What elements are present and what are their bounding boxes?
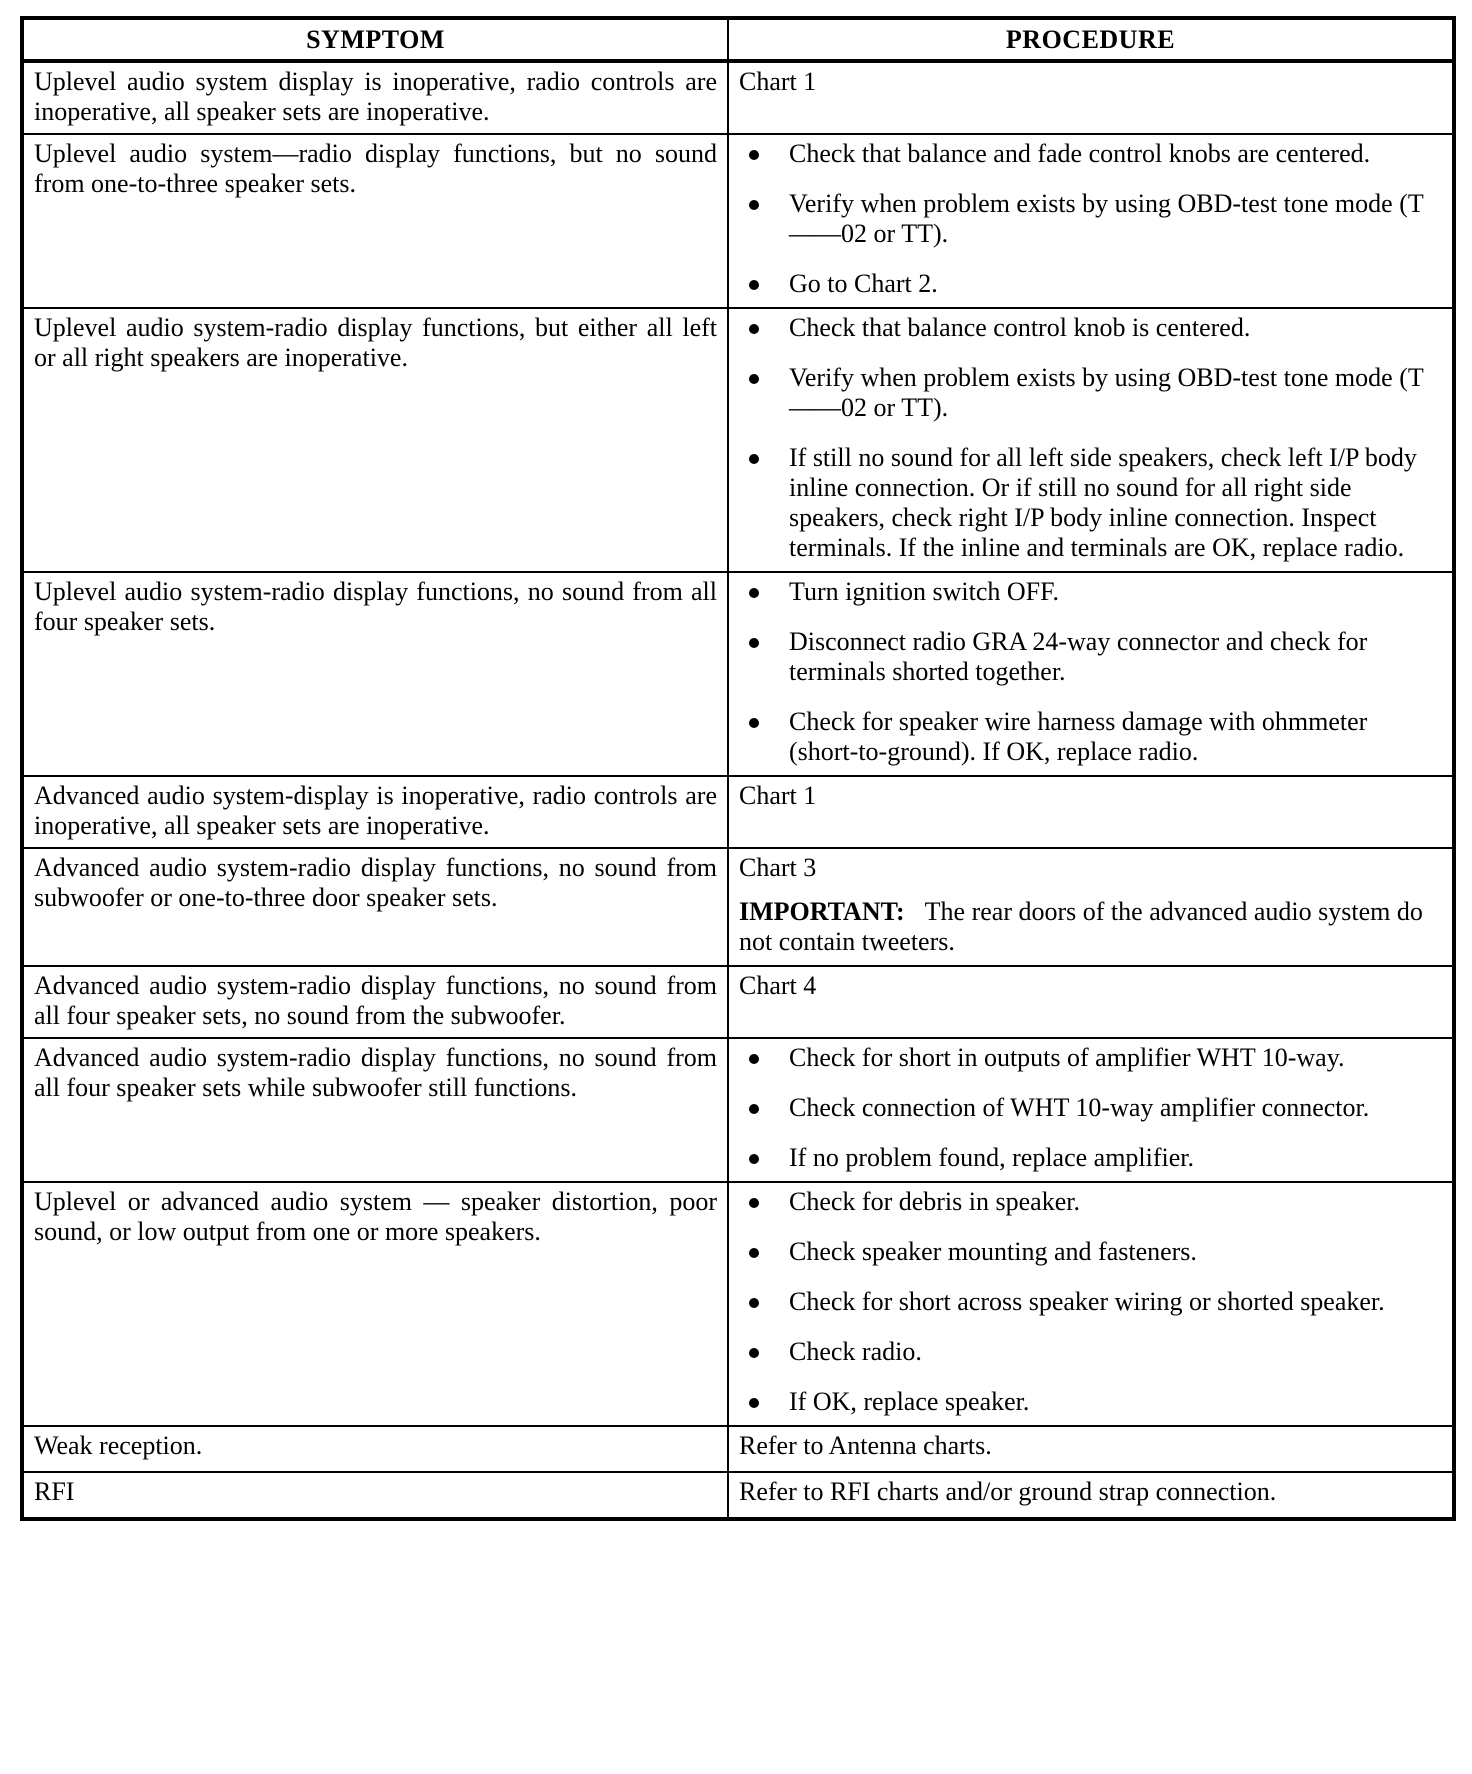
bullet-icon [749,150,759,160]
procedure-step-text: Disconnect radio GRA 24-way connector and check for terminals shorted together. [789,627,1368,686]
procedure-step-text: Verify when problem exists by using OBD-test tone mode (T——02 or TT). [789,363,1424,422]
table-row [22,966,1454,1038]
header-row [22,18,1454,61]
procedure-step [739,1143,1442,1173]
bullet-icon [749,324,759,334]
table-row [22,572,1454,776]
procedure-cell [728,572,1454,776]
procedure-step-text: Check radio. [789,1337,922,1366]
procedure-step [739,1387,1442,1417]
procedure-step-text: Check that balance control knob is centered. [789,313,1251,342]
procedure-step [739,707,1442,767]
procedure-step [739,1237,1442,1267]
bullet-icon [749,1104,759,1114]
bullet-icon [749,200,759,210]
important-text: The rear doors of the advanced audio system do not contain tweeters. [739,897,1423,956]
bullet-icon [749,638,759,648]
procedure-cell [728,61,1454,134]
procedure-text: Chart 4 [739,971,817,1000]
procedure-text: Refer to RFI charts and/or ground strap connection. [739,1477,1277,1506]
bullet-icon [749,1398,759,1408]
bullet-icon [749,280,759,290]
procedure-list [739,577,1442,767]
table-row [22,1426,1454,1472]
procedure-step-text: Check for debris in speaker. [789,1187,1080,1216]
procedure-text: Chart 1 [739,67,817,96]
bullet-icon [749,588,759,598]
procedure-step [739,443,1442,563]
procedure-cell [728,1472,1454,1519]
procedure-step-text: Check that balance and fade control knobs are centered. [789,139,1371,168]
procedure-step [739,1337,1442,1367]
important-label: IMPORTANT: [739,897,905,926]
symptom-header: SYMPTOM [22,18,728,61]
procedure-step [739,627,1442,687]
procedure-step-text: Turn ignition switch OFF. [789,577,1060,606]
procedure-step-text: Check for short in outputs of amplifier WHT 10-way. [789,1043,1345,1072]
procedure-step [739,1287,1442,1317]
procedure-step-text: Check connection of WHT 10-way amplifier connector. [789,1093,1370,1122]
procedure-header: PROCEDURE [728,18,1454,61]
symptom-cell: Uplevel audio system-radio display functions, but either all left or all right speakers are inoperative. [22,308,728,572]
bullet-icon [749,1154,759,1164]
procedure-step [739,313,1442,343]
bullet-icon [749,1348,759,1358]
procedure-cell [728,1038,1454,1182]
procedure-step [739,577,1442,607]
procedure-cell [728,1182,1454,1426]
procedure-step-text: If no problem found, replace amplifier. [789,1143,1195,1172]
procedure-cell [728,848,1454,966]
procedure-text: Chart 1 [739,781,817,810]
procedure-cell [728,1426,1454,1472]
procedure-step-text: Verify when problem exists by using OBD-test tone mode (T——02 or TT). [789,189,1424,248]
bullet-icon [749,1298,759,1308]
procedure-step-text: Check for speaker wire harness damage with ohmmeter (short-to-ground). If OK, replace radio. [789,707,1368,766]
symptom-cell: Uplevel or advanced audio system — speaker distortion, poor sound, or low output from one or more speakers. [22,1182,728,1426]
procedure-list [739,1187,1442,1417]
table-row [22,776,1454,848]
procedure-step [739,1043,1442,1073]
procedure-cell [728,308,1454,572]
procedure-cell [728,776,1454,848]
procedure-text: Refer to Antenna charts. [739,1431,992,1460]
symptom-cell: Advanced audio system-radio display functions, no sound from subwoofer or one-to-three door speaker sets. [22,848,728,966]
procedure-step [739,269,1442,299]
procedure-step [739,189,1442,249]
procedure-step [739,363,1442,423]
procedure-cell [728,134,1454,308]
symptom-cell: Advanced audio system-display is inoperative, radio controls are inoperative, all speaker sets are inoperative. [22,776,728,848]
symptom-cell: Uplevel audio system display is inoperative, radio controls are inoperative, all speaker sets are inoperative. [22,61,728,134]
bullet-icon [749,454,759,464]
symptom-cell: Uplevel audio system-radio display functions, no sound from all four speaker sets. [22,572,728,776]
bullet-icon [749,1198,759,1208]
procedure-cell [728,966,1454,1038]
bullet-icon [749,718,759,728]
table-row [22,1472,1454,1519]
table-row [22,848,1454,966]
procedure-list [739,313,1442,563]
procedure-text: Chart 3 [739,853,817,882]
procedure-step [739,139,1442,169]
procedure-list [739,139,1442,299]
procedure-step [739,1187,1442,1217]
symptom-cell: Advanced audio system-radio display functions, no sound from all four speaker sets while subwoofer still functions. [22,1038,728,1182]
bullet-icon [749,1248,759,1258]
procedure-list [739,1043,1442,1173]
table-row [22,61,1454,134]
table-row [22,308,1454,572]
procedure-step-text: Check for short across speaker wiring or shorted speaker. [789,1287,1385,1316]
bullet-icon [749,374,759,384]
symptom-procedure-table [20,16,1456,1521]
symptom-cell: Weak reception. [22,1426,728,1472]
procedure-step-text: If OK, replace speaker. [789,1387,1030,1416]
table-row [22,1038,1454,1182]
table-row [22,134,1454,308]
symptom-cell: Advanced audio system-radio display functions, no sound from all four speaker sets, no sound from the subwoofer. [22,966,728,1038]
important-note [739,897,1442,957]
symptom-cell: Uplevel audio system—radio display functions, but no sound from one-to-three speaker sets. [22,134,728,308]
table-row [22,1182,1454,1426]
procedure-step-text: If still no sound for all left side speakers, check left I/P body inline connection. Or if still no sound for all right side speakers, check right I/P body inline connection. Inspect terminals. If the inline and terminals are OK, replace radio. [789,443,1417,562]
symptom-cell: RFI [22,1472,728,1519]
procedure-step-text: Check speaker mounting and fasteners. [789,1237,1197,1266]
bullet-icon [749,1054,759,1064]
procedure-step [739,1093,1442,1123]
procedure-step-text: Go to Chart 2. [789,269,938,298]
